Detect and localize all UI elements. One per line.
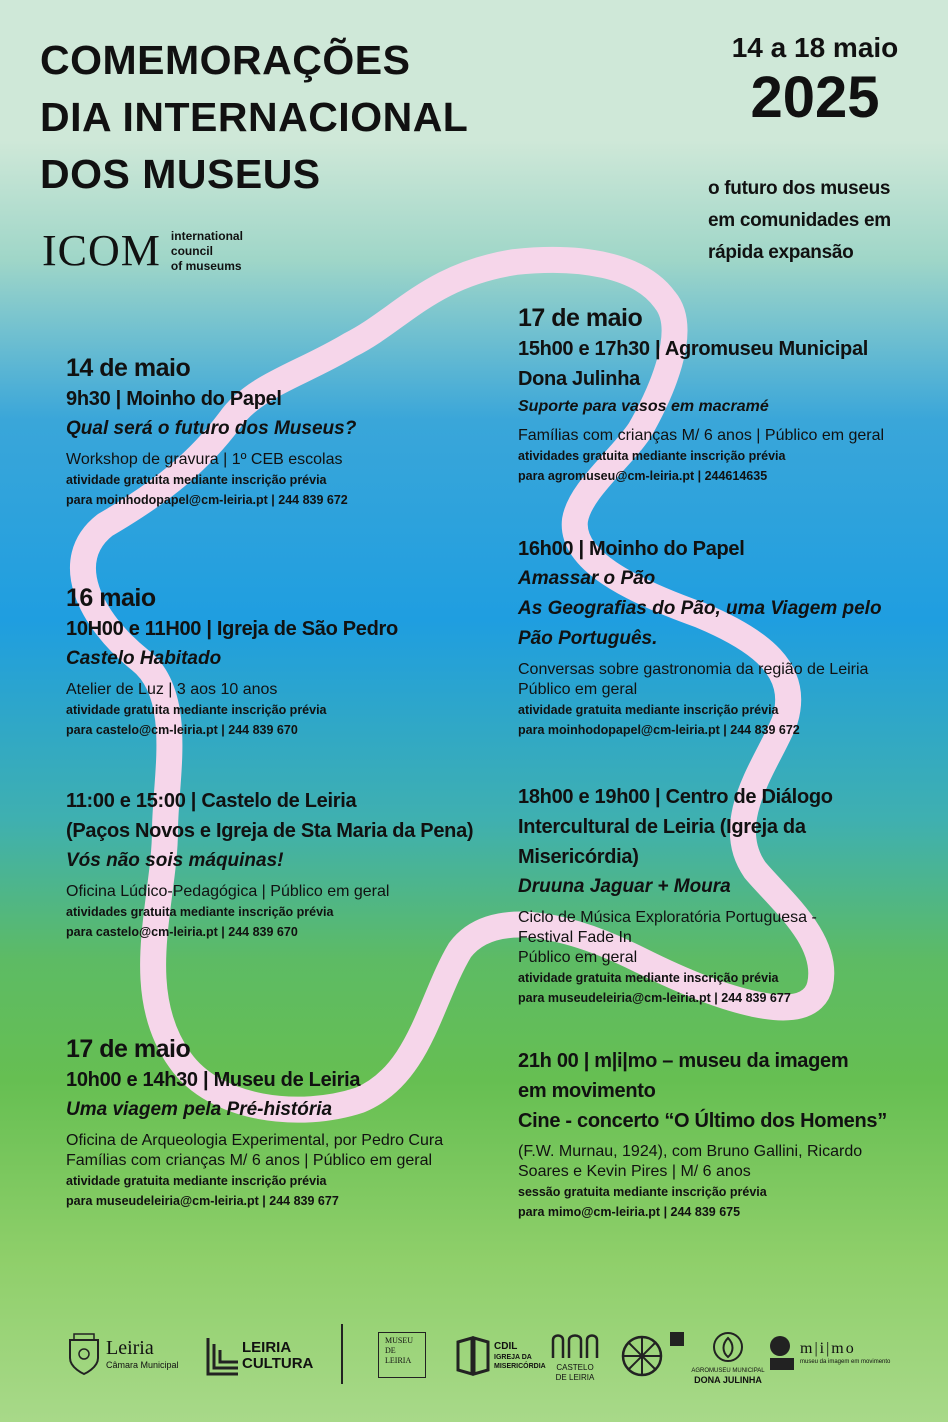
event-block (66, 786, 506, 942)
event-title: As Geografias do Pão, uma Viagem pelo (518, 598, 882, 619)
poster-title (40, 32, 468, 203)
date-range: 14 a 18 maio (731, 32, 899, 63)
seed-icon (711, 1330, 745, 1364)
museu-line: LEIRIA (385, 1356, 412, 1365)
event-time-venue: em movimento (518, 1080, 656, 1102)
event-registration: atividade gratuita mediante inscrição prévia (518, 971, 779, 985)
event-title: Uma viagem pela Pré-história (66, 1099, 333, 1120)
event-description: Atelier de Luz | 3 aos 10 anos (66, 681, 278, 698)
event-block (518, 782, 938, 1008)
event-time-venue: Dona Julinha (518, 368, 640, 390)
event-time-venue: 21h 00 | m|i|mo – museu da imagem (518, 1050, 849, 1072)
coat-of-arms-icon (66, 1332, 102, 1376)
event-registration: para moinhodopapel@cm-leiria.pt | 244 839 672 (66, 493, 348, 507)
mimo-film-icon (768, 1334, 796, 1372)
event-registration: para castelo@cm-leiria.pt | 244 839 670 (66, 925, 298, 939)
event-description: Oficina de Arqueologia Experimental, por Pedro Cura (66, 1132, 444, 1149)
event-time-venue: 9h30 | Moinho do Papel (66, 388, 282, 410)
agromuseu-line: AGROMUSEU MUNICIPAL (691, 1368, 765, 1374)
agromuseu-logo (686, 1330, 770, 1386)
event-registration: sessão gratuita mediante inscrição prévia (518, 1185, 767, 1199)
cdil-line: CDIL (494, 1341, 518, 1352)
event-description: Festival Fade In (518, 929, 632, 946)
event-description: Famílias com crianças M/ 6 anos | Público em geral (518, 427, 885, 444)
event-description: Workshop de gravura | 1º CEB escolas (66, 451, 343, 468)
museu-line: DE (385, 1346, 396, 1355)
event-block (518, 302, 938, 486)
leiria-subtitle: Câmara Municipal (106, 1360, 179, 1370)
event-title: Qual será o futuro dos Museus? (66, 418, 357, 439)
footer-logos (0, 1320, 948, 1400)
theme-line: em comunidades em (708, 210, 891, 231)
mimo-logo (768, 1334, 890, 1372)
event-time-venue: 18h00 e 19h00 | Centro de Diálogo (518, 786, 833, 808)
event-description: Público em geral (518, 681, 638, 698)
event-time-venue: 10h00 e 14h30 | Museu de Leiria (66, 1069, 361, 1091)
event-description: Conversas sobre gastronomia da região de Leiria (518, 661, 869, 678)
event-registration: atividade gratuita mediante inscrição prévia (518, 703, 779, 717)
event-title: Vós não sois máquinas! (66, 850, 284, 871)
event-registration: para museudeleiria@cm-leiria.pt | 244 839 677 (518, 991, 791, 1005)
event-block (518, 534, 938, 740)
event-title: Castelo Habitado (66, 648, 222, 669)
moinho-logo (620, 1334, 684, 1378)
event-description: Oficina Lúdico-Pedagógica | Público em geral (66, 883, 390, 900)
castelo-line: CASTELO (556, 1363, 594, 1372)
icom-sub-line: international (170, 228, 243, 243)
event-block (66, 582, 506, 740)
event-time-venue: 11:00 e 15:00 | Castelo de Leiria (66, 790, 357, 812)
castelo-line: DE LEIRIA (555, 1373, 595, 1382)
event-title: Pão Português. (518, 628, 658, 649)
event-block (518, 1046, 938, 1222)
event-registration: atividade gratuita mediante inscrição prévia (66, 473, 327, 487)
event-registration: para museudeleiria@cm-leiria.pt | 244 839 677 (66, 1194, 339, 1208)
museu-line: MUSEU (385, 1336, 414, 1345)
castle-arches-icon (550, 1330, 600, 1360)
moinho-mark (670, 1332, 684, 1346)
cdil-line: IGREJA DA (494, 1354, 532, 1361)
museu-leiria-logo (378, 1332, 426, 1378)
title-line: DOS MUSEUS (40, 151, 321, 197)
icom-sub-line: of museums (170, 258, 242, 273)
cdil-line: MISERICÓRDIA (494, 1363, 546, 1370)
leiria-cultura-line: LEIRIA (242, 1339, 292, 1356)
icom-logo (42, 228, 243, 274)
event-registration: para agromuseu@cm-leiria.pt | 244614635 (518, 469, 768, 483)
leiria-name: Leiria (106, 1337, 154, 1359)
event-day: 16 maio (66, 584, 156, 612)
theme-text (708, 173, 891, 269)
event-description: (F.W. Murnau, 1924), com Bruno Gallini, Ricardo (518, 1143, 863, 1160)
event-description: Público em geral (518, 949, 638, 966)
theme-line: rápida expansão (708, 242, 854, 263)
event-registration: atividades gratuita mediante inscrição prévia (66, 905, 334, 919)
event-block (66, 352, 506, 510)
event-block (66, 1033, 506, 1211)
leiria-cultura-icon (206, 1336, 240, 1376)
event-day: 17 de maio (66, 1035, 191, 1063)
event-registration: para mimo@cm-leiria.pt | 244 839 675 (518, 1205, 741, 1219)
event-registration: atividade gratuita mediante inscrição prévia (66, 703, 327, 717)
event-time-venue: 15h00 e 17h30 | Agromuseu Municipal (518, 338, 869, 360)
event-registration: atividade gratuita mediante inscrição prévia (66, 1174, 327, 1188)
event-title: Amassar o Pão (518, 568, 656, 589)
event-dates (700, 30, 930, 130)
event-time-venue: 16h00 | Moinho do Papel (518, 538, 745, 560)
event-day: 14 de maio (66, 354, 191, 382)
event-description: Famílias com crianças M/ 6 anos | Público em geral (66, 1152, 433, 1169)
title-line: COMEMORAÇÕES (40, 37, 411, 83)
mimo-name: m|i|mo (800, 1340, 856, 1357)
event-time-venue: Misericórdia) (518, 846, 639, 868)
event-description: Ciclo de Música Exploratória Portuguesa - (518, 909, 817, 926)
title-line: DIA INTERNACIONAL (40, 94, 469, 140)
mimo-subtitle: museu da imagem em movimento (800, 1359, 891, 1365)
cdil-logo (456, 1336, 546, 1376)
event-registration: para castelo@cm-leiria.pt | 244 839 670 (66, 723, 298, 737)
agromuseu-line: DONA JULINHA (694, 1375, 762, 1385)
event-day: 17 de maio (518, 304, 643, 332)
event-registration: atividades gratuita mediante inscrição prévia (518, 449, 786, 463)
event-title: Suporte para vasos em macramé (518, 398, 769, 415)
event-title: Druuna Jaguar + Moura (518, 876, 731, 897)
year: 2025 (750, 65, 880, 130)
event-time-venue: (Paços Novos e Igreja de Sta Maria da Pena) (66, 820, 474, 842)
book-icon (456, 1336, 490, 1376)
theme-line: o futuro dos museus (708, 178, 891, 199)
wheel-icon (620, 1334, 664, 1378)
icom-subtitle (171, 229, 243, 274)
event-registration: para moinhodopapel@cm-leiria.pt | 244 839 672 (518, 723, 800, 737)
castelo-logo (550, 1330, 600, 1383)
event-description: Soares e Kevin Pires | M/ 6 anos (518, 1163, 751, 1180)
event-time-venue: 10H00 e 11H00 | Igreja de São Pedro (66, 618, 398, 640)
icom-sub-line: council (170, 243, 213, 258)
event-time-venue: Intercultural de Leiria (Igreja da (518, 816, 806, 838)
event-time-venue: Cine - concerto “O Último dos Homens” (518, 1110, 887, 1132)
icom-wordmark: ICOM (42, 226, 161, 275)
leiria-logo (66, 1332, 179, 1376)
leiria-cultura-logo (206, 1336, 313, 1376)
leiria-cultura-line: CULTURA (242, 1355, 314, 1372)
footer-divider (341, 1324, 343, 1384)
